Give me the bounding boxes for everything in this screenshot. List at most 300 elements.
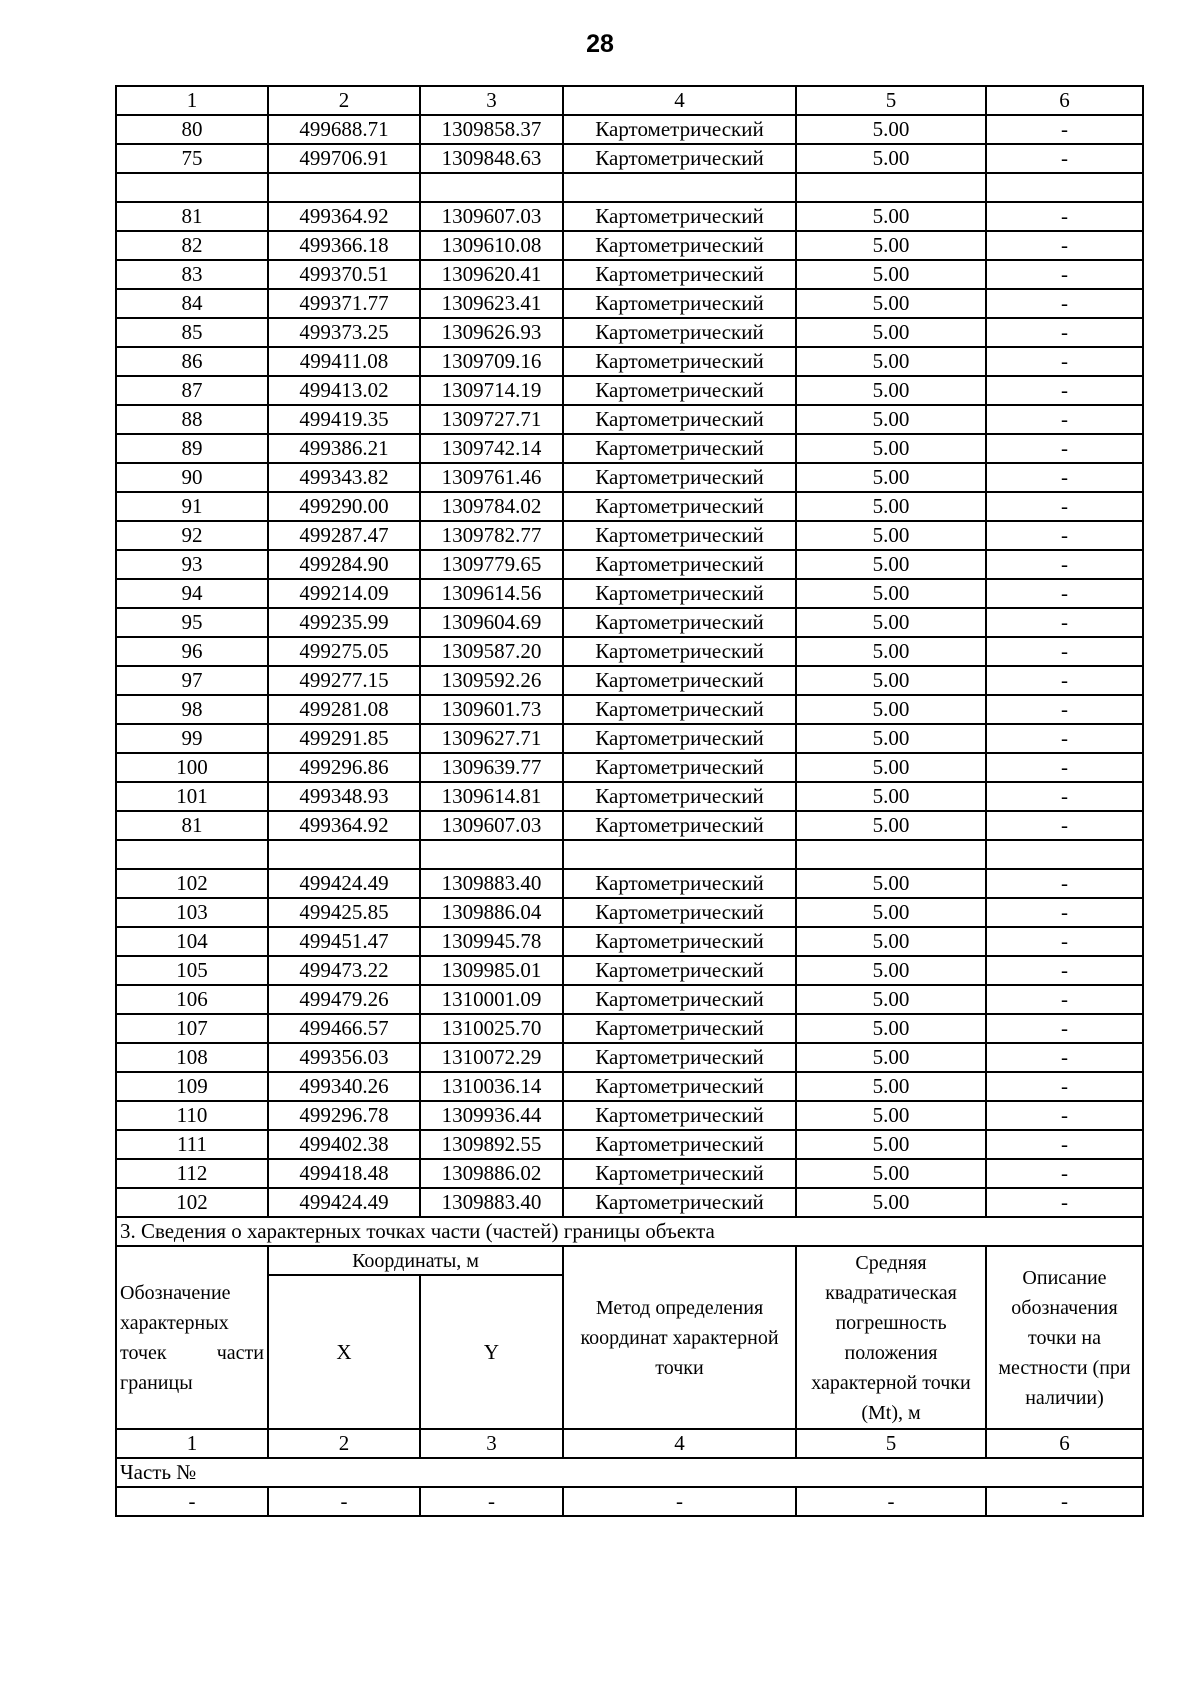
table-cell: Картометрический [563,347,796,376]
table-cell: 5.00 [796,1188,986,1217]
table-cell: 99 [116,724,268,753]
table-cell: - [986,405,1143,434]
table-cell: 1309883.40 [420,869,563,898]
table-cell: Картометрический [563,521,796,550]
table-cell: 92 [116,521,268,550]
table-cell: - [986,608,1143,637]
column-number: 4 [563,1429,796,1458]
table-cell: 5.00 [796,1130,986,1159]
table-cell [563,840,796,869]
table-cell: 98 [116,695,268,724]
section-title: 3. Сведения о характерных точках части (частей) границы объекта [116,1217,1143,1246]
table-cell: 1309761.46 [420,463,563,492]
table-cell: - [986,985,1143,1014]
table-cell: Картометрический [563,115,796,144]
table-row [116,666,1143,695]
table-cell: 82 [116,231,268,260]
table-cell: Картометрический [563,1188,796,1217]
table-row [116,521,1143,550]
table-cell: Картометрический [563,753,796,782]
column-number: 1 [116,86,268,115]
column-number: 6 [986,86,1143,115]
table-cell: 5.00 [796,405,986,434]
table-cell: 1309858.37 [420,115,563,144]
table-cell: 1309626.93 [420,318,563,347]
table-cell: Картометрический [563,956,796,985]
header-method: Метод определения координат характерной точки [563,1246,796,1429]
table-cell [116,173,268,202]
table-cell: 1309610.08 [420,231,563,260]
table-cell: 83 [116,260,268,289]
table-cell: 499402.38 [268,1130,420,1159]
table-cell: - [986,144,1143,173]
table-cell: Картометрический [563,695,796,724]
table-cell [116,840,268,869]
table-cell: 104 [116,927,268,956]
table-cell: 1309627.71 [420,724,563,753]
table-row [116,1043,1143,1072]
table-cell: 499214.09 [268,579,420,608]
page-number: 28 [586,30,614,58]
table-cell: 1309727.71 [420,405,563,434]
table-cell: - [986,318,1143,347]
part-label: Часть № [116,1458,1143,1487]
header-coordinates: Координаты, м [268,1246,563,1275]
table-cell: Картометрический [563,1014,796,1043]
table-cell: 5.00 [796,347,986,376]
table-cell: 499291.85 [268,724,420,753]
table-cell: - [986,434,1143,463]
column-number: 2 [268,86,420,115]
table-cell: 499466.57 [268,1014,420,1043]
table-cell: 1309604.69 [420,608,563,637]
table-cell: 499364.92 [268,811,420,840]
table-cell: 1309883.40 [420,1188,563,1217]
table-cell: Картометрический [563,463,796,492]
table-cell: Картометрический [563,144,796,173]
table-row [116,1072,1143,1101]
table-row [116,695,1143,724]
table-row [116,289,1143,318]
table-cell [268,840,420,869]
table-cell: 5.00 [796,144,986,173]
table-cell: 1309936.44 [420,1101,563,1130]
table-cell: - [986,811,1143,840]
table-cell [796,840,986,869]
table-cell: 5.00 [796,724,986,753]
table-cell: Картометрический [563,289,796,318]
table-cell: - [986,956,1143,985]
table-cell: 1309639.77 [420,753,563,782]
table-cell: 5.00 [796,956,986,985]
table-cell: Картометрический [563,434,796,463]
table-row [116,463,1143,492]
column-number: 2 [268,1429,420,1458]
table-cell: 5.00 [796,376,986,405]
table-cell: - [986,695,1143,724]
table-cell: 5.00 [796,434,986,463]
section-3 [116,1217,1143,1516]
table-cell: Картометрический [563,666,796,695]
table-cell: Картометрический [563,724,796,753]
table-row [116,724,1143,753]
table-cell: 109 [116,1072,268,1101]
header-x: X [268,1275,420,1429]
table-cell: 5.00 [796,637,986,666]
table-cell: - [986,579,1143,608]
table-cell: 1309892.55 [420,1130,563,1159]
table-row [116,985,1143,1014]
table-cell: 499371.77 [268,289,420,318]
table-cell [563,173,796,202]
table-cell: 1309945.78 [420,927,563,956]
table-cell: 5.00 [796,521,986,550]
table-cell: 5.00 [796,666,986,695]
table-cell: - [986,376,1143,405]
table-cell: - [986,1159,1143,1188]
table-cell: Картометрический [563,550,796,579]
table-cell: 1309709.16 [420,347,563,376]
table-cell: 5.00 [796,492,986,521]
table-cell: 93 [116,550,268,579]
table-cell: 81 [116,202,268,231]
table-cell: 75 [116,144,268,173]
table-row [116,492,1143,521]
table-cell: 91 [116,492,268,521]
table-cell: Картометрический [563,869,796,898]
column-number: 5 [796,86,986,115]
table-cell: 107 [116,1014,268,1043]
table-cell: 499235.99 [268,608,420,637]
table-cell: 1309614.81 [420,782,563,811]
table-cell: 1310036.14 [420,1072,563,1101]
table-cell: 499284.90 [268,550,420,579]
table-cell: 5.00 [796,1014,986,1043]
table-cell: - [563,1487,796,1516]
table-cell: - [986,666,1143,695]
section-title-row [116,1217,1143,1246]
table-row [116,144,1143,173]
table-cell: Картометрический [563,1159,796,1188]
table-cell: 112 [116,1159,268,1188]
table-cell: 1309848.63 [420,144,563,173]
header-description: Описание обозначения точки на местности (при наличии) [986,1246,1143,1429]
table-cell: 499340.26 [268,1072,420,1101]
table-cell: 103 [116,898,268,927]
table-cell: 1310072.29 [420,1043,563,1072]
table-cell: - [986,260,1143,289]
table-cell: 1310025.70 [420,1014,563,1043]
table-row [116,115,1143,144]
table-row [116,405,1143,434]
table-cell: 5.00 [796,782,986,811]
column-number: 1 [116,1429,268,1458]
table-cell: - [986,898,1143,927]
table-cell: 5.00 [796,869,986,898]
header-y: Y [420,1275,563,1429]
table-cell: 499281.08 [268,695,420,724]
table-cell: 1310001.09 [420,985,563,1014]
table-cell: 108 [116,1043,268,1072]
table-cell: 499290.00 [268,492,420,521]
table-cell: - [986,202,1143,231]
table-cell: - [986,550,1143,579]
table-cell: 5.00 [796,579,986,608]
table-cell: 5.00 [796,260,986,289]
table-cell: 499373.25 [268,318,420,347]
table-row [116,579,1143,608]
table-cell: 96 [116,637,268,666]
table-cell: - [796,1487,986,1516]
table-cell: 499343.82 [268,463,420,492]
part-row [116,1487,1143,1516]
table-cell: 5.00 [796,898,986,927]
table-cell: 85 [116,318,268,347]
table-cell: 102 [116,1188,268,1217]
table-cell: Картометрический [563,985,796,1014]
table-cell: - [986,463,1143,492]
table-row [116,1188,1143,1217]
column-number: 3 [420,86,563,115]
table-cell: Картометрический [563,927,796,956]
table-row [116,956,1143,985]
table-cell: 1309587.20 [420,637,563,666]
table-cell: 1309601.73 [420,695,563,724]
column-number: 4 [563,86,796,115]
table-cell: Картометрический [563,811,796,840]
table-cell: 499275.05 [268,637,420,666]
table-cell: 105 [116,956,268,985]
table-cell: - [116,1487,268,1516]
table-cell: 5.00 [796,811,986,840]
table-cell: 499366.18 [268,231,420,260]
table-cell: 87 [116,376,268,405]
table-cell: 5.00 [796,289,986,318]
table-cell: 1309607.03 [420,202,563,231]
table-cell: 499370.51 [268,260,420,289]
table-cell: - [986,1101,1143,1130]
table-cell: 102 [116,869,268,898]
table-cell: 5.00 [796,695,986,724]
table-row [116,202,1143,231]
table-cell: 1309623.41 [420,289,563,318]
table-row [116,869,1143,898]
table-cell: 100 [116,753,268,782]
table-cell [796,173,986,202]
table-row [116,753,1143,782]
table-cell: Картометрический [563,1072,796,1101]
table-cell [420,840,563,869]
table-cell: 499356.03 [268,1043,420,1072]
column-number: 3 [420,1429,563,1458]
table-row [116,898,1143,927]
table-row [116,927,1143,956]
table-cell: 1309742.14 [420,434,563,463]
table-cell: 84 [116,289,268,318]
table-row [116,434,1143,463]
table-cell: 1309886.04 [420,898,563,927]
table-cell: 499348.93 [268,782,420,811]
table-cell: Картометрический [563,202,796,231]
table-cell: 1309779.65 [420,550,563,579]
header-row [116,1246,1143,1275]
table-cell: 499424.49 [268,869,420,898]
table-cell: 1309620.41 [420,260,563,289]
table-cell: 5.00 [796,115,986,144]
table-cell: 5.00 [796,318,986,347]
table-cell: 80 [116,115,268,144]
table-cell: 499479.26 [268,985,420,1014]
column-number: 5 [796,1429,986,1458]
table-cell: 1309592.26 [420,666,563,695]
table-cell: 1309782.77 [420,521,563,550]
table-cell: 106 [116,985,268,1014]
table-cell: 86 [116,347,268,376]
table-cell: - [986,231,1143,260]
header-error: Средняя квадратическая погрешность положения характерной точки (Mt), м [796,1246,986,1429]
table-cell: 5.00 [796,1101,986,1130]
table-cell: 110 [116,1101,268,1130]
table-cell: 499287.47 [268,521,420,550]
table-cell: Картометрический [563,898,796,927]
table-cell: 499688.71 [268,115,420,144]
table-cell: 111 [116,1130,268,1159]
table-cell: 5.00 [796,231,986,260]
table-cell: - [986,753,1143,782]
table-cell: - [986,1072,1143,1101]
table-cell: 1309985.01 [420,956,563,985]
table-cell: 101 [116,782,268,811]
table-row [116,231,1143,260]
table-cell: Картометрический [563,376,796,405]
table-cell: 499706.91 [268,144,420,173]
table-cell: 499364.92 [268,202,420,231]
table-cell: Картометрический [563,1101,796,1130]
table-cell: Картометрический [563,260,796,289]
table-cell: - [986,492,1143,521]
table-row [116,637,1143,666]
table-cell: 94 [116,579,268,608]
table-cell: - [986,637,1143,666]
table-row [116,1014,1143,1043]
table-cell: 5.00 [796,927,986,956]
table-cell: - [986,1043,1143,1072]
table-cell: Картометрический [563,492,796,521]
coordinates-table [115,85,1144,1517]
table-cell: 499425.85 [268,898,420,927]
table-cell: 499413.02 [268,376,420,405]
table-cell: - [986,289,1143,318]
header-designation: Обозначение характерных точек части границы [116,1246,268,1429]
table-cell [420,173,563,202]
table-cell: 1309607.03 [420,811,563,840]
coordinates-table-body [116,86,1143,1217]
table-cell: 499296.78 [268,1101,420,1130]
table-cell: - [986,521,1143,550]
table-cell: 499296.86 [268,753,420,782]
table-cell: 95 [116,608,268,637]
table-cell: 1309614.56 [420,579,563,608]
table-cell: 499418.48 [268,1159,420,1188]
table-cell: Картометрический [563,405,796,434]
table-cell: Картометрический [563,1043,796,1072]
table-row [116,260,1143,289]
table-row [116,376,1143,405]
table-cell [986,173,1143,202]
table-cell: Картометрический [563,637,796,666]
table-cell: - [986,1130,1143,1159]
table-row [116,318,1143,347]
table-cell: - [986,724,1143,753]
table-cell: 499451.47 [268,927,420,956]
table-cell: 1309714.19 [420,376,563,405]
table-cell: - [986,1487,1143,1516]
table-cell: 89 [116,434,268,463]
table-cell: 5.00 [796,985,986,1014]
table-cell: - [986,1188,1143,1217]
column-number-row [116,86,1143,115]
table-cell: 5.00 [796,1159,986,1188]
table-cell: - [268,1487,420,1516]
table-cell: 499411.08 [268,347,420,376]
table-cell: 5.00 [796,608,986,637]
table-row [116,1101,1143,1130]
table-cell: 499473.22 [268,956,420,985]
table-row [116,1130,1143,1159]
table-cell: 88 [116,405,268,434]
table-row [116,347,1143,376]
table-cell: 5.00 [796,463,986,492]
table-cell: 1309784.02 [420,492,563,521]
table-cell: - [420,1487,563,1516]
column-number: 6 [986,1429,1143,1458]
table-cell [986,840,1143,869]
table-cell: 5.00 [796,753,986,782]
table-cell: 81 [116,811,268,840]
table-cell: 5.00 [796,202,986,231]
table-cell: 499386.21 [268,434,420,463]
table-cell: 499419.35 [268,405,420,434]
table-cell: Картометрический [563,782,796,811]
table-cell: Картометрический [563,579,796,608]
table-row [116,782,1143,811]
column-number-row [116,1429,1143,1458]
table-cell: Картометрический [563,231,796,260]
table-cell: 5.00 [796,550,986,579]
table-cell: 1309886.02 [420,1159,563,1188]
table-row [116,1159,1143,1188]
table-row [116,550,1143,579]
table-cell: 499424.49 [268,1188,420,1217]
table-cell: 5.00 [796,1043,986,1072]
table-cell: - [986,347,1143,376]
table-row [116,608,1143,637]
table-cell [268,173,420,202]
table-cell: 90 [116,463,268,492]
table-cell: Картометрический [563,318,796,347]
table-row [116,811,1143,840]
part-label-row [116,1458,1143,1487]
table-cell: - [986,115,1143,144]
table-cell: - [986,782,1143,811]
table-cell: 5.00 [796,1072,986,1101]
table-cell: 499277.15 [268,666,420,695]
table-row [116,840,1143,869]
table-row [116,173,1143,202]
table-cell: Картометрический [563,608,796,637]
table-cell: - [986,1014,1143,1043]
table-cell: 97 [116,666,268,695]
